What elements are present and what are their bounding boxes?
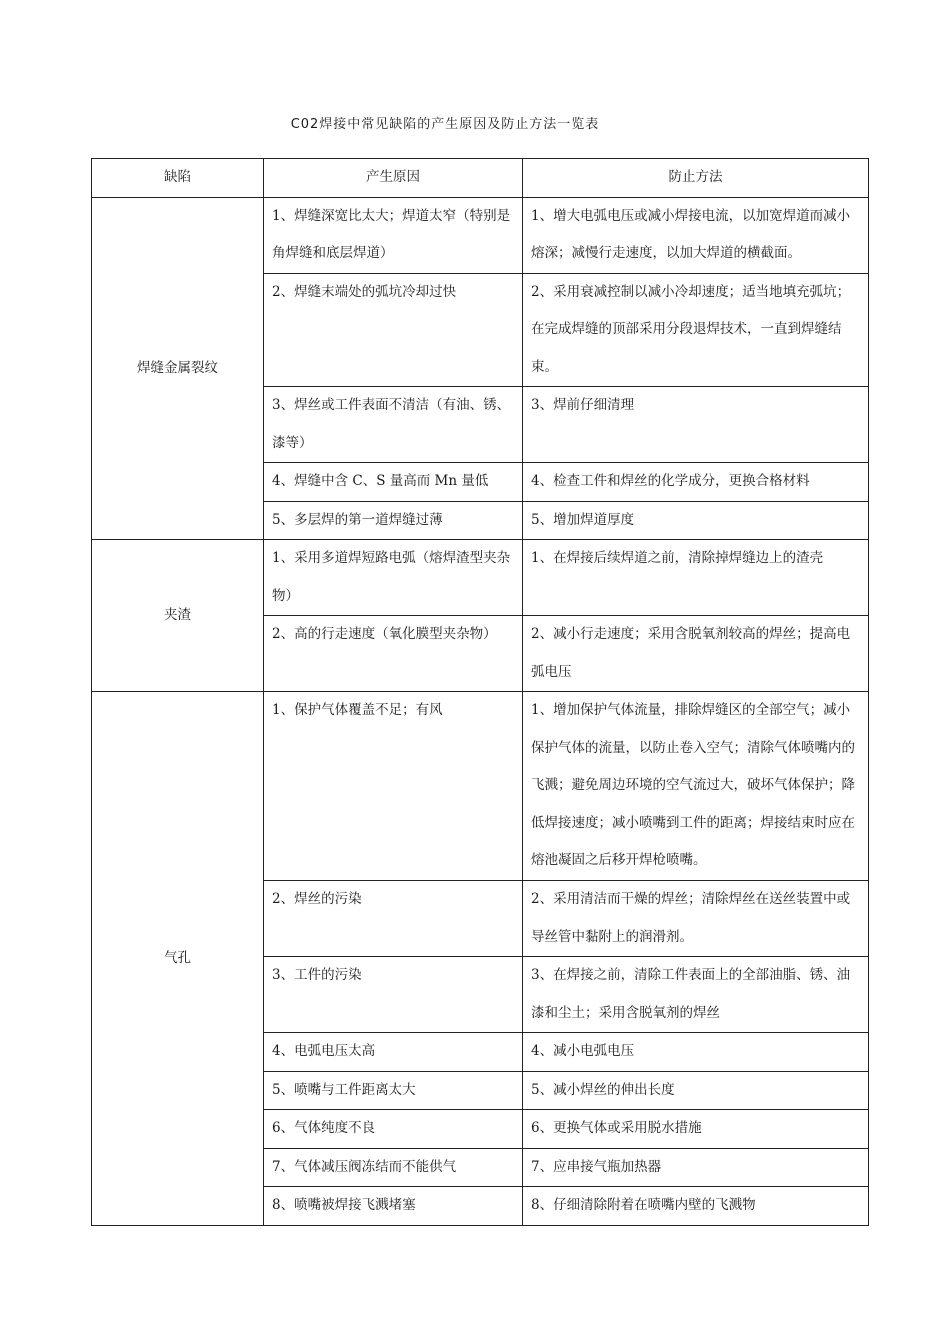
cause-cell: 5、多层焊的第一道焊缝过薄 xyxy=(264,501,523,540)
prevention-cell: 3、焊前仔细清理 xyxy=(523,387,869,463)
defects-table xyxy=(91,158,869,1226)
cause-cell: 4、焊缝中含 C、S 量高而 Mn 量低 xyxy=(264,463,523,502)
prevention-cell: 5、增加焊道厚度 xyxy=(523,501,869,540)
cause-cell: 5、喷嘴与工件距离太大 xyxy=(264,1071,523,1110)
cause-cell: 2、焊丝的污染 xyxy=(264,881,523,957)
prevention-cell: 1、增大电弧电压或减小焊接电流，以加宽焊道而减小熔深；减慢行走速度，以加大焊道的横截面。 xyxy=(523,197,869,273)
cause-cell: 2、焊缝末端处的弧坑冷却过快 xyxy=(264,273,523,387)
table-row xyxy=(92,692,869,881)
document-title-text: C02焊接中常见缺陷的产生原因及防止方法一览表 xyxy=(290,117,600,132)
defect-cell-crack: 焊缝金属裂纹 xyxy=(92,197,264,540)
cause-cell: 1、采用多道焊短路电弧（熔焊渣型夹杂物） xyxy=(264,540,523,616)
table-row xyxy=(92,197,869,273)
prevention-cell: 2、减小行走速度；采用含脱氧剂较高的焊丝；提高电弧电压 xyxy=(523,616,869,692)
prevention-cell: 1、增加保护气体流量，排除焊缝区的全部空气；减小保护气体的流量，以防止卷入空气；清除气体喷嘴内的飞溅；避免周边环境的空气流过大，破坏气体保护；降低焊接速度；减小喷嘴到工件的距离；焊接结束时应在熔池凝固之后移开焊枪喷嘴。 xyxy=(523,692,869,881)
prevention-cell: 8、仔细清除附着在喷嘴内壁的飞溅物 xyxy=(523,1187,869,1226)
header-defect: 缺陷 xyxy=(92,159,264,198)
prevention-cell: 4、检查工件和焊丝的化学成分，更换合格材料 xyxy=(523,463,869,502)
document-title xyxy=(0,113,950,132)
cause-cell: 7、气体减压阀冻结而不能供气 xyxy=(264,1148,523,1187)
cause-cell: 1、保护气体覆盖不足；有风 xyxy=(264,692,523,881)
cause-cell: 3、工件的污染 xyxy=(264,957,523,1033)
table-header-row xyxy=(92,159,869,198)
cause-cell: 4、电弧电压太高 xyxy=(264,1033,523,1072)
cause-cell: 1、焊缝深宽比太大；焊道太窄（特别是角焊缝和底层焊道） xyxy=(264,197,523,273)
table-row xyxy=(92,540,869,616)
cause-cell: 2、高的行走速度（氧化膜型夹杂物） xyxy=(264,616,523,692)
defect-cell-porosity: 气孔 xyxy=(92,692,264,1226)
header-prevention: 防止方法 xyxy=(523,159,869,198)
cause-cell: 8、喷嘴被焊接飞溅堵塞 xyxy=(264,1187,523,1226)
prevention-cell: 2、采用衰减控制以减小冷却速度；适当地填充弧坑；在完成焊缝的顶部采用分段退焊技术，一直到焊缝结束。 xyxy=(523,273,869,387)
defect-cell-slag: 夹渣 xyxy=(92,540,264,692)
prevention-cell: 3、在焊接之前，清除工件表面上的全部油脂、锈、油漆和尘土；采用含脱氧剂的焊丝 xyxy=(523,957,869,1033)
prevention-cell: 1、在焊接后续焊道之前，清除掉焊缝边上的渣壳 xyxy=(523,540,869,616)
header-cause: 产生原因 xyxy=(264,159,523,198)
prevention-cell: 4、减小电弧电压 xyxy=(523,1033,869,1072)
cause-cell: 3、焊丝或工件表面不清洁（有油、锈、漆等） xyxy=(264,387,523,463)
prevention-cell: 5、减小焊丝的伸出长度 xyxy=(523,1071,869,1110)
prevention-cell: 7、应串接气瓶加热器 xyxy=(523,1148,869,1187)
prevention-cell: 2、采用清洁而干燥的焊丝；清除焊丝在送丝装置中或导丝管中黏附上的润滑剂。 xyxy=(523,881,869,957)
prevention-cell: 6、更换气体或采用脱水措施 xyxy=(523,1110,869,1149)
cause-cell: 6、气体纯度不良 xyxy=(264,1110,523,1149)
